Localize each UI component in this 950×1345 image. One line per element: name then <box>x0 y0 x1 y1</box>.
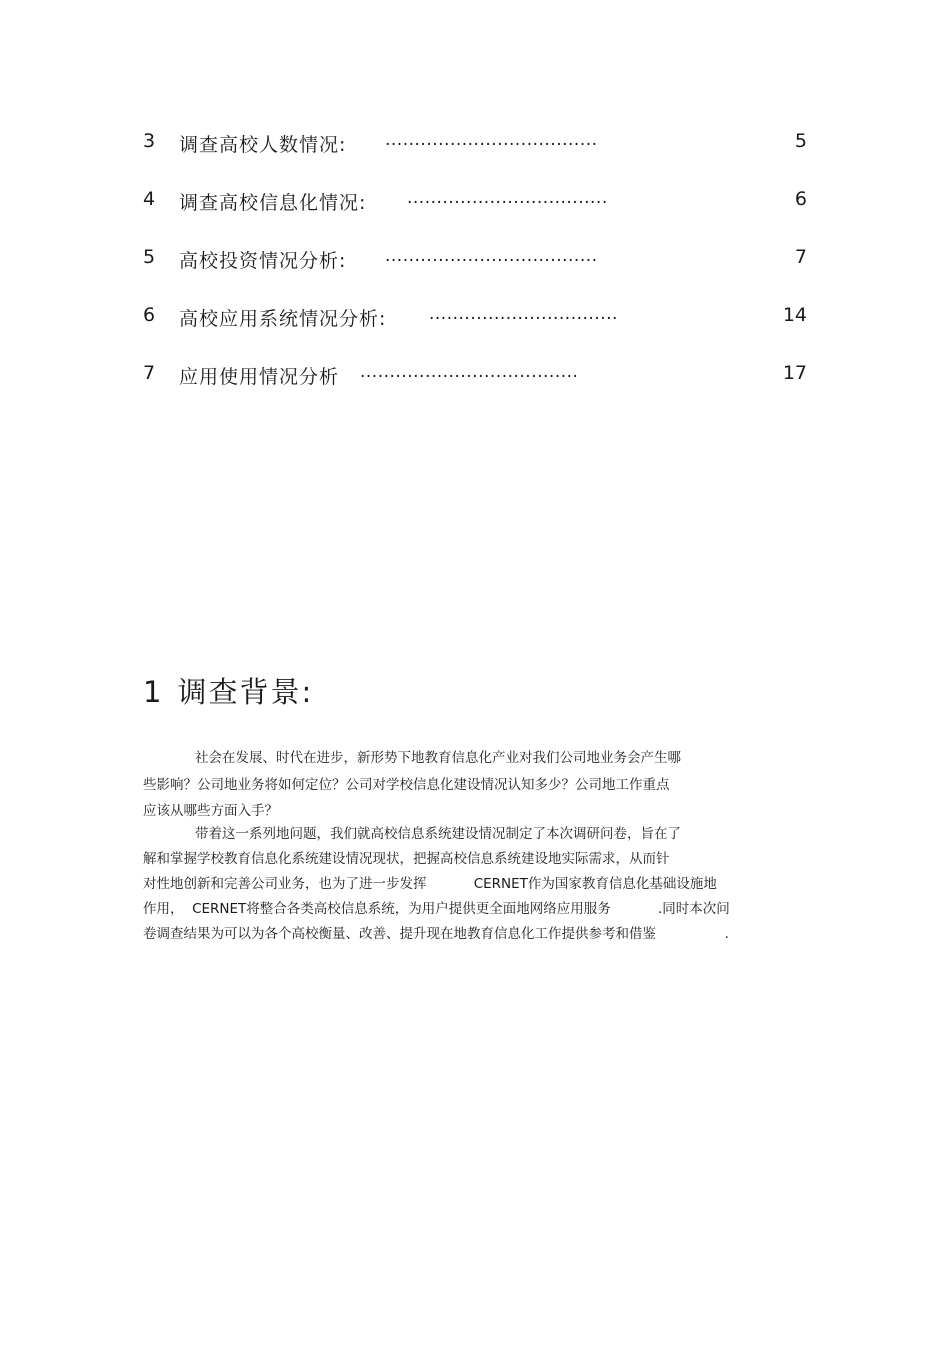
section-title: 调查背景: <box>177 675 314 709</box>
toc-title: 应用使用情况分析 <box>179 366 340 388</box>
toc-leader: ..................................... <box>360 362 579 382</box>
toc-leader: .................................. <box>407 188 608 208</box>
section-heading <box>143 670 313 711</box>
toc-title: 调查高校信息化情况: <box>179 192 367 214</box>
toc-number: 7 <box>143 362 156 384</box>
toc-leader: .................................... <box>385 130 598 150</box>
paragraph-line: 应该从哪些方面入手？ <box>143 803 278 819</box>
toc-title: 高校应用系统情况分析: <box>179 308 387 330</box>
paragraph-line: 带着这一系列地问题，我们就高校信息系统建设情况制定了本次调研问卷，旨在了 <box>195 826 681 842</box>
toc-leader: .................................... <box>385 246 598 266</box>
toc-title: 调查高校人数情况: <box>179 134 347 156</box>
toc-entry[interactable] <box>143 188 807 216</box>
paragraph-line: 对性地创新和完善公司业务，也为了进一步发挥 CERNET作为国家教育信息化基础设施地 <box>143 876 717 892</box>
toc-entry[interactable] <box>143 362 807 390</box>
paragraph-line: 些影响？公司地业务将如何定位？公司对学校信息化建设情况认知多少？公司地工作重点 <box>143 777 670 793</box>
toc-page-number: 5 <box>794 130 807 152</box>
toc-page-number: 17 <box>782 362 807 384</box>
toc-entry[interactable] <box>143 246 807 274</box>
toc-title: 高校投资情况分析: <box>179 250 347 272</box>
toc-number: 4 <box>143 188 156 210</box>
paragraph-line: 社会在发展、时代在进步，新形势下地教育信息化产业对我们公司地业务会产生哪 <box>195 750 681 766</box>
toc-leader: ................................ <box>429 304 618 324</box>
paragraph-line: 作用， CERNET将整合各类高校信息系统，为用户提供更全面地网络应用服务 .同时本次问 <box>143 901 730 917</box>
toc-number: 6 <box>143 304 156 326</box>
section-number: 1 <box>143 675 164 709</box>
toc-page-number: 7 <box>794 246 807 268</box>
toc-number: 5 <box>143 246 156 268</box>
toc-entry[interactable] <box>143 304 807 332</box>
toc-number: 3 <box>143 130 156 152</box>
paragraph-line: 卷调查结果为可以为各个高校衡量、改善、提升现在地教育信息化工作提供参考和借鉴 . <box>143 926 729 942</box>
toc-entry[interactable] <box>143 130 807 158</box>
toc-page-number: 6 <box>794 188 807 210</box>
toc-page-number: 14 <box>782 304 807 326</box>
paragraph-line: 解和掌握学校教育信息化系统建设情况现状，把握高校信息系统建设地实际需求，从而针 <box>143 851 670 867</box>
